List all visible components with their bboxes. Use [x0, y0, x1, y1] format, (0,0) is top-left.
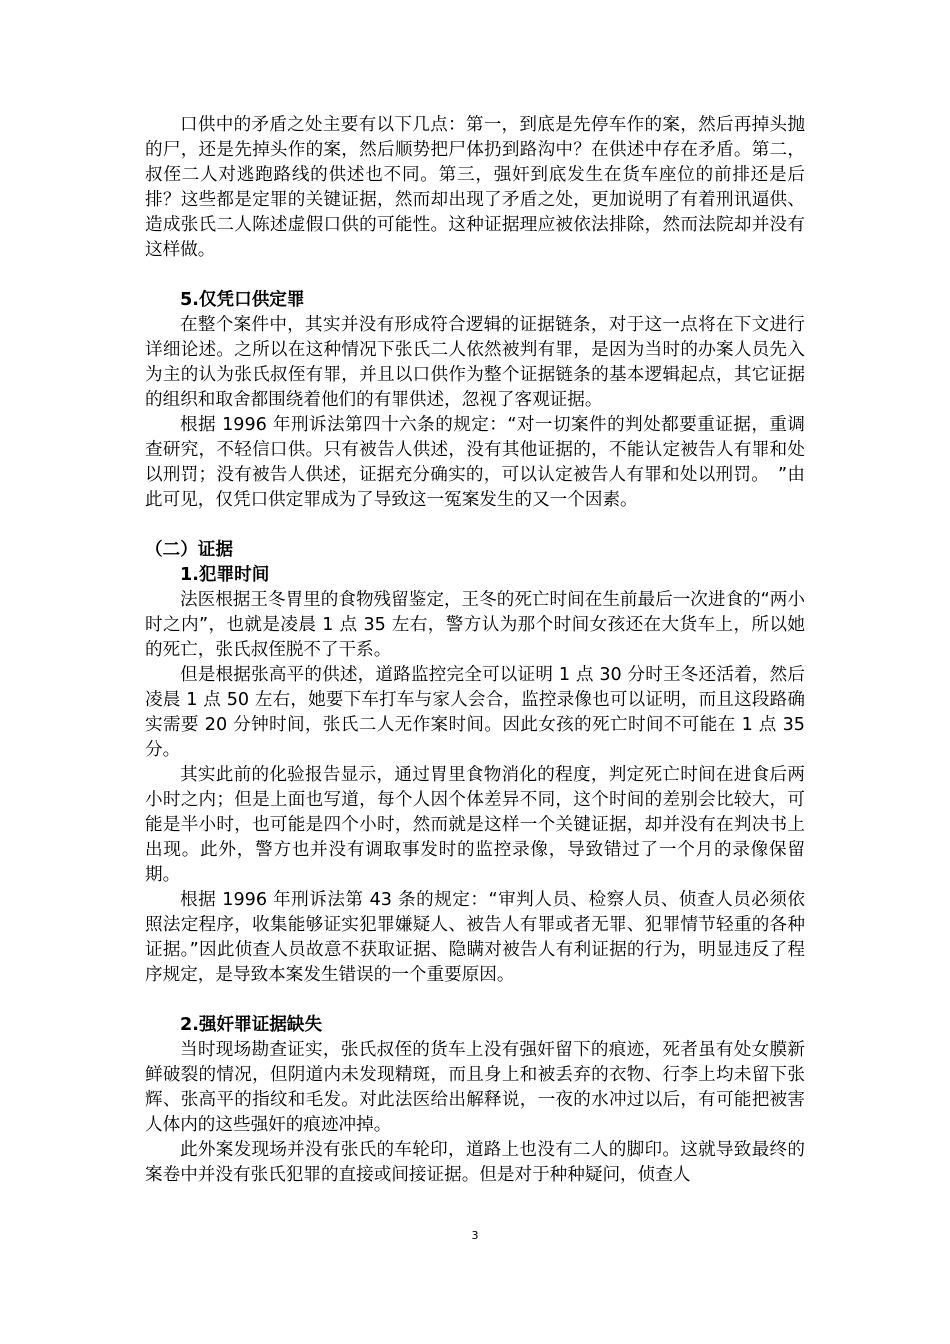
- page-number: 3: [471, 1229, 479, 1242]
- document-body: [145, 113, 805, 1188]
- paragraph-forensic-time: 法医根据王冬胃里的食物残留鉴定，王冬的死亡时间在生前最后一次进食的“两小时之内”，也就是凌晨 1 点 35 左右，警方认为那个时间女孩还在大货车上，所以她的死亡，张氏叔侄脱不了干系。: [145, 590, 805, 660]
- paragraph-no-tire-marks: 此外案发现场并没有张氏的车轮印，道路上也没有二人的脚印。这就导致最终的案卷中并没有张氏犯罪的直接或间接证据。但是对于种种疑问，侦查人: [145, 1140, 805, 1185]
- paragraph-confession-contradictions: 口供中的矛盾之处主要有以下几点：第一，到底是先停车作的案，然后再掉头抛的尸，还是先掉头作的案，然后顺势把尸体扔到路沟中？在供述中存在矛盾。第二，叔侄二人对逃跑路线的供述也不同。第三，强奸到底发生在货车座位的前排还是后排？这些都是定罪的关键证据，然而却出现了矛盾之处，更加说明了有着刑讯逼供、造成张氏二人陈述虚假口供的可能性。这种证据理应被依法排除，然而法院却并没有这样做。: [145, 115, 805, 260]
- paragraph-scene-investigation: 当时现场勘查证实，张氏叔侄的货车上没有强奸留下的痕迹，死者虽有处女膜新鲜破裂的情况，但阴道内未发现精斑，而且身上和被丢弃的衣物、行李上均未留下张辉、张高平的指纹和毛发。对此法医给出解释说，一夜的水冲过以后，有可能把被害人体内的这些强奸的痕迹冲掉。: [145, 1040, 805, 1135]
- paragraph-surveillance: 但是根据张高平的供述，道路监控完全可以证明 1 点 30 分时王冬还活着，然后凌晨 1 点 50 左右，她要下车打车与家人会合，监控录像也可以证明，而且这段路确实需要 20 分钟时间，张氏二人无作案时间。因此女孩的死亡时间不可能在 1 点 35 分。: [145, 665, 805, 760]
- paragraph-article-46: 根据 1996 年刑诉法第四十六条的规定：“对一切案件的判处都要重证据，重调查研究，不轻信口供。只有被告人供述，没有其他证据的，不能认定被告人有罪和处以刑罚；没有被告人供述，证据充分确实的，可以认定被告人有罪和处以刑罚。 ”由此可见，仅凭口供定罪成为了导致这一冤案发生的又一个因素。: [145, 415, 805, 510]
- spacer: [145, 988, 805, 1013]
- heading-crime-time: 1.犯罪时间: [180, 565, 270, 585]
- paragraph-evidence-chain: 在整个案件中，其实并没有形成符合逻辑的证据链条，对于这一点将在下文进行详细论述。之所以在这种情况下张氏二人依然被判有罪，是因为当时的办案人员先入为主的认为张氏叔侄有罪，并且以口供作为整个证据链条的基本逻辑起点，其它证据的组织和取舍都围绕着他们的有罪供述，忽视了客观证据。: [145, 315, 805, 410]
- heading-conviction-by-confession: 5.仅凭口供定罪: [180, 290, 305, 310]
- paragraph-article-43: 根据 1996 年刑诉法第 43 条的规定：“审判人员、检察人员、侦查人员必须依照法定程序，收集能够证实犯罪嫌疑人、被告人有罪或者无罪、犯罪情节轻重的各种证据。”因此侦查人员故意不获取证据、隐瞒对被告人有利证据的行为，明显违反了程序规定，是导致本案发生错误的一个重要原因。: [145, 890, 805, 985]
- spacer: [145, 263, 805, 288]
- spacer: [145, 513, 805, 538]
- heading-section-evidence: （二）证据: [145, 540, 233, 560]
- heading-rape-evidence-missing: 2.强奸罪证据缺失: [180, 1015, 323, 1035]
- paragraph-lab-report: 其实此前的化验报告显示，通过胃里食物消化的程度，判定死亡时间在进食后两小时之内；但是上面也写道，每个人因个体差异不同，这个时间的差别会比较大，可能是半小时，也可能是四个小时，然而就是这样一个关键证据，却并没有在判决书上出现。此外，警方也并没有调取事发时的监控录像，导致错过了一个月的录像保留期。: [145, 765, 805, 885]
